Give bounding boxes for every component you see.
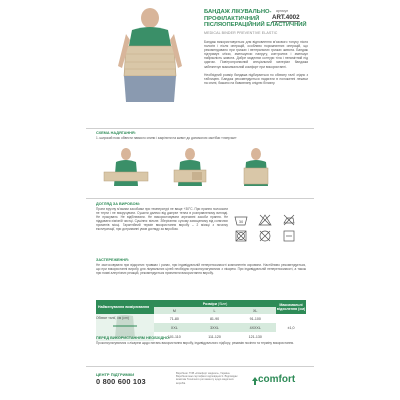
before-use-text: Проконсультуватися з лікарем щодо питань використання виробу, індивідуального підбору, режимів носіння та терміну використання.	[96, 341, 295, 345]
size-cell: XL	[253, 308, 258, 313]
warning-text: Не застосовувати при відкритих травмах і ранах, при індивідуальній непереносимості компонентів сировини. Настійливо рекомендується, що при використанні виробу для лікувальних цілей необхідно проконсультуватися з лікарем. При індивідуальній непереносимості, а також при появі алергічних реакцій, рекомендується припинити використання виробу.	[96, 263, 306, 275]
support-title: ЦЕНТР ПІДТРИМКИ	[96, 372, 135, 377]
size-cell: 4XXXL	[249, 325, 261, 330]
no-iron-icon	[282, 214, 296, 226]
care-icons	[234, 214, 306, 244]
divider	[86, 128, 314, 129]
hand-wash-30-icon	[234, 214, 248, 226]
product-subtitle: MEDICAL BINDER PREVENTIVE ELASTIC	[204, 31, 278, 35]
care-title: ДОГЛЯД ЗА ВИРОБОМ:	[96, 202, 141, 206]
step-2-illustration	[166, 146, 214, 194]
product-description	[204, 40, 308, 85]
size-cell: L	[213, 308, 216, 313]
sizes-header-sub: (Size)	[217, 301, 228, 306]
usage-title: СХЕМА НАДЯГАННЯ:	[96, 131, 136, 135]
range-cell: 111-120	[208, 334, 221, 339]
sizes-header-text: Розміри	[202, 301, 217, 306]
description-paragraph-2: Необхідний розмір бандажа підбирається по обхвату талії згідно з таблицею. Бандаж рекомендується надягати в положенні лежачи на спині, бажано на бавовняну спідню білизну.	[204, 72, 308, 85]
support-phone[interactable]: 0 800 600 103	[96, 377, 146, 386]
size-cell: M	[172, 308, 176, 313]
legal-text: Виробник: ТОВ «Комфорт медікал», Україна. Виробник має сертифікат відповідності. Відповідає вимогам Технічного регламенту щодо медичних виробів.	[176, 372, 238, 385]
range-cell: 71-80	[169, 316, 179, 321]
header-section	[86, 0, 314, 104]
support-block	[96, 372, 146, 386]
usage-text: 1. широкий пояс обвести навколо спини і закріпити на живот до допомогою застібки «липучки»	[96, 136, 237, 140]
product-title: БАНДАЖ ЛІКУВАЛЬНО-ПРОФІЛАКТИЧНИЙ ПІСЛЯОПЕРАЦІЙНИЙ ЕЛАСТИЧНИЙ	[204, 9, 307, 29]
article-number: ART.4002	[272, 14, 300, 21]
measure-column-header: Найменування вимірювання	[96, 300, 154, 314]
care-text: Прати вручну м'якими засобами при температурі не вище +30°C. При прання полоскати не терти і не викручувати. Сушити далеко від джерел тепла в розправленому вигляді. Не прасувати. Не відбілювати. Не використовувати агресивні засоби прання. Не піддавати хімічній чистці. Сушіння: вільне. Зберігання: сухому захищеному від сонячних променів місці. Гарантійний термін використання виробу – 2 місяці з початку експлуатації, при дотриманні умов догляду за виробом.	[96, 207, 228, 231]
divider	[86, 198, 314, 199]
size-cell: 3XXL	[210, 325, 219, 330]
tolerance-header: Максимальні відхилення (см)	[276, 300, 306, 314]
no-tumble-dry-icon	[234, 230, 248, 242]
range-cell: 121-130	[248, 334, 262, 339]
size-cell: XXL	[170, 325, 178, 330]
range-cell: 81-90	[209, 316, 220, 321]
article-label: артикул	[276, 9, 289, 13]
range-cell: 101-110	[167, 334, 181, 339]
svg-text:30: 30	[238, 220, 244, 224]
divider	[86, 366, 314, 367]
description-paragraph-1: Бандаж використовується для відновлення м'язового тонусу після пологів і після операцій, особливо порожнинних операцій, що рекомендовано при грижах і вентральних грижах живота. Бандаж підтримує м'язи, зменшуючи напругу, контролює і зменшує набряклість живота. Добре моделює контури тіла і непомітний під одягом. Повітропроникний спеціальний матеріал бандажа забезпечує максимальний комфорт при використанні.	[204, 40, 308, 69]
sizes-header	[154, 300, 276, 307]
measure-label: Обхват талії, см (cm)	[96, 316, 129, 320]
size-table	[96, 300, 306, 341]
tolerance-cell: ±1,0	[287, 325, 295, 330]
no-dry-clean-icon	[258, 230, 272, 242]
step-1-illustration	[102, 146, 150, 194]
before-use-title: ПЕРЕД ВИКОРИСТАННЯМ НЕОБХІДНО:	[96, 336, 171, 340]
no-bleach-icon	[258, 214, 272, 226]
range-cell: 91-100	[249, 316, 261, 321]
model-photo	[104, 6, 196, 102]
product-leaflet	[86, 0, 314, 400]
step-3-illustration	[232, 146, 280, 194]
brand-name: comfort	[258, 374, 296, 385]
warning-title: ЗАСТЕРЕЖЕННЯ:	[96, 258, 130, 262]
flat-dry-icon	[282, 230, 296, 242]
